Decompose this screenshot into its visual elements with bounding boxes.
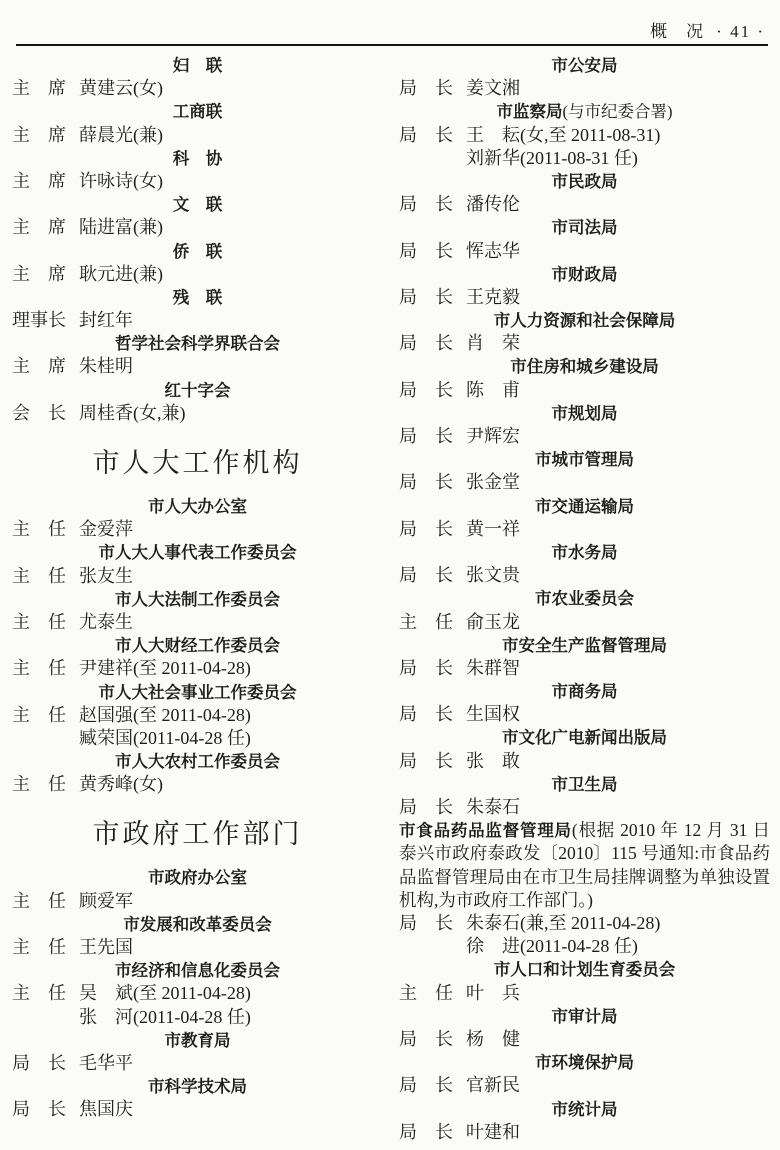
role-label: 局 长	[399, 379, 453, 400]
person-name: 吴 斌(至 2011-04-28)	[79, 983, 251, 1004]
continuation-line	[399, 147, 770, 170]
role-label: 局 长	[399, 78, 453, 99]
org-heading	[12, 332, 383, 355]
role-label: 主 席	[12, 263, 66, 284]
org-heading-text: 市司法局	[551, 218, 618, 238]
person-line	[399, 657, 770, 680]
person-name: 姜文湘	[466, 78, 520, 99]
person-name: 张金堂	[466, 472, 520, 493]
role-label: 主 席	[12, 170, 66, 191]
role-label: 局 长	[399, 913, 453, 933]
role-label: 局 长	[399, 1028, 453, 1049]
person-name: 官新民	[466, 1075, 520, 1096]
org-heading-text: 市安全生产监督管理局	[502, 635, 667, 655]
continuation-line	[12, 1006, 383, 1029]
role-label: 局 长	[399, 704, 453, 725]
person-name: 赵国强(至 2011-04-28)	[79, 704, 251, 725]
org-heading-text: 市人大办公室	[148, 497, 247, 516]
role-label: 局 长	[399, 518, 453, 539]
person-line	[399, 564, 770, 587]
left-column	[12, 54, 383, 1144]
role-label: 主 任	[12, 983, 66, 1004]
org-heading	[12, 286, 383, 309]
org-heading	[399, 1005, 770, 1028]
continuation-line	[399, 935, 770, 958]
org-note-text: (根据 2010 年 12 月 31 日泰兴市政府泰政发〔2010〕115 号通知:市食品药品监督管理局由在市卫生局挂牌调整为单独设置机构,为市政府工作部门。)	[399, 820, 771, 910]
person-line	[12, 936, 383, 959]
org-heading-text: 残 联	[172, 287, 223, 307]
person-line	[399, 379, 770, 402]
role-label: 主 任	[399, 611, 453, 632]
role-label: 会 长	[12, 402, 66, 423]
org-heading-text: 市财政局	[551, 264, 618, 284]
org-note-paragraph	[399, 819, 770, 912]
org-heading	[399, 100, 770, 123]
person-line	[399, 471, 770, 494]
org-heading	[399, 958, 770, 981]
person-line	[12, 657, 383, 680]
org-heading	[12, 495, 383, 518]
org-heading	[399, 726, 770, 749]
role-label: 主 任	[12, 704, 66, 725]
org-heading-text: 市政府办公室	[148, 868, 247, 888]
org-heading	[12, 379, 383, 402]
role-label: 主 任	[12, 565, 66, 586]
person-name: 俞玉龙	[466, 611, 520, 632]
org-heading-text: 市商务局	[551, 682, 618, 702]
role-label: 主 席	[12, 124, 66, 145]
person-line	[12, 611, 383, 634]
person-line	[399, 703, 770, 726]
role-label: 主 任	[12, 658, 66, 679]
org-heading-text: 市食品药品监督管理局	[399, 821, 572, 841]
org-heading-text: 市人大农村工作委员会	[115, 752, 280, 772]
org-heading	[12, 866, 383, 889]
org-heading-text: 市监察局	[496, 102, 563, 122]
org-heading-text: 市文化广电新闻出版局	[502, 728, 667, 748]
person-line	[399, 1121, 770, 1144]
org-heading	[12, 588, 383, 611]
org-heading-text: 市教育局	[164, 1030, 231, 1050]
org-heading-text: 市交通运输局	[535, 496, 634, 516]
person-name: 许咏诗(女)	[79, 170, 163, 191]
org-heading-text: 市科学技术局	[148, 1077, 247, 1097]
person-name: 王克毅	[466, 286, 520, 307]
page-number: · 41 ·	[716, 22, 765, 41]
role-label: 主 席	[12, 217, 66, 238]
section-heading: 市政府工作部门	[92, 818, 303, 849]
role-label: 局 长	[399, 124, 453, 145]
role-label: 局 长	[399, 565, 453, 586]
person-line	[12, 1098, 383, 1121]
person-name: 杨 健	[466, 1028, 520, 1049]
org-heading-text: 市人大社会事业工作委员会	[98, 682, 297, 702]
org-heading	[12, 959, 383, 982]
person-name: 张文贵	[466, 565, 520, 586]
org-heading	[12, 634, 383, 657]
role-label: 局 长	[12, 1099, 66, 1120]
person-name: 张友生	[79, 565, 133, 586]
org-heading-text: 市卫生局	[551, 774, 618, 794]
org-heading-text: 文 联	[172, 195, 223, 215]
org-heading-note: (与市纪委合署)	[562, 102, 673, 122]
person-line	[12, 309, 383, 332]
person-name: 朱桂明	[79, 356, 133, 377]
org-heading	[399, 309, 770, 332]
person-name: 耿元进(兼)	[79, 263, 163, 284]
org-heading-text: 妇 联	[172, 56, 223, 75]
person-line	[12, 565, 383, 588]
role-label: 主 任	[12, 774, 66, 795]
person-line	[399, 425, 770, 448]
person-line	[399, 332, 770, 355]
role-label: 主 任	[399, 982, 453, 1003]
page-header	[650, 17, 765, 42]
person-name: 焦国庆	[79, 1099, 133, 1120]
org-heading-text: 市人大法制工作委员会	[115, 589, 280, 609]
org-heading-text: 市人大人事代表工作委员会	[98, 543, 297, 563]
org-heading-text: 市规划局	[551, 403, 618, 423]
role-label: 主 任	[12, 890, 66, 911]
continuation-line	[12, 727, 383, 750]
role-label: 局 长	[399, 657, 453, 678]
org-heading	[12, 147, 383, 170]
org-heading-text: 市发展和改革委员会	[123, 914, 272, 934]
role-label: 局 长	[399, 472, 453, 493]
person-name: 王 耘(女,至 2011-08-31)	[466, 124, 661, 145]
person-name: 顾爱军	[79, 890, 133, 911]
org-heading	[399, 448, 770, 471]
person-name: 肖 荣	[466, 333, 520, 354]
role-label: 主 任	[12, 611, 66, 632]
person-line	[399, 611, 770, 634]
person-name: 潘传伦	[466, 194, 520, 215]
org-heading	[12, 193, 383, 216]
person-line	[399, 796, 770, 819]
person-line	[12, 263, 383, 286]
org-heading	[399, 402, 770, 425]
person-name: 刘新华(2011-08-31 任)	[466, 147, 638, 168]
org-heading	[12, 541, 383, 564]
person-line	[399, 912, 770, 935]
person-line	[12, 518, 383, 541]
person-line	[399, 124, 770, 147]
person-line	[12, 982, 383, 1005]
org-heading-text: 哲学社会科学界联合会	[115, 334, 280, 354]
person-name: 黄秀峰(女)	[79, 774, 163, 795]
org-heading	[399, 587, 770, 610]
org-heading-text: 市环境保护局	[535, 1053, 634, 1073]
person-line	[12, 402, 383, 425]
person-line	[399, 1074, 770, 1097]
org-heading	[399, 495, 770, 518]
role-label: 局 长	[399, 333, 453, 354]
person-line	[399, 286, 770, 309]
org-heading-text: 市经济和信息化委员会	[115, 961, 280, 981]
org-heading-text: 市审计局	[551, 1006, 618, 1026]
person-line	[12, 170, 383, 193]
role-label: 局 长	[399, 240, 453, 261]
org-heading-text: 红十字会	[164, 380, 231, 400]
right-column	[399, 54, 770, 1144]
person-line	[12, 890, 383, 913]
person-line	[399, 193, 770, 216]
section-heading: 市人大工作机构	[92, 447, 303, 478]
role-label: 理事长	[12, 310, 66, 331]
person-name: 薛晨光(兼)	[79, 124, 163, 145]
org-heading	[399, 773, 770, 796]
person-line	[399, 750, 770, 773]
person-line	[12, 124, 383, 147]
person-name: 黄一祥	[466, 518, 520, 539]
org-heading	[399, 170, 770, 193]
org-heading-text: 市人大财经工作委员会	[115, 636, 280, 656]
role-label: 局 长	[399, 1075, 453, 1096]
person-name: 尹辉宏	[466, 426, 520, 446]
person-line	[12, 1052, 383, 1075]
person-name: 叶建和	[466, 1121, 520, 1142]
person-name: 臧荣国(2011-04-28 任)	[79, 727, 251, 748]
person-name: 张 敢	[466, 750, 520, 771]
org-heading	[12, 240, 383, 263]
org-heading	[12, 100, 383, 123]
content-columns	[12, 54, 770, 1144]
org-heading	[12, 1029, 383, 1052]
org-heading-text: 市民政局	[551, 171, 618, 191]
org-heading	[399, 541, 770, 564]
person-name: 恽志华	[466, 240, 520, 261]
person-name: 尤泰生	[79, 611, 133, 632]
chapter-title: 概 况	[650, 22, 705, 41]
person-line	[12, 773, 383, 796]
person-name: 叶 兵	[466, 982, 520, 1003]
org-heading	[12, 681, 383, 704]
person-line	[12, 355, 383, 378]
role-label: 局 长	[12, 1052, 66, 1073]
person-name: 周桂香(女,兼)	[79, 402, 186, 423]
person-line	[399, 518, 770, 541]
role-label: 局 长	[399, 426, 453, 446]
person-name: 陈 甫	[466, 379, 520, 400]
org-heading-text: 市人力资源和社会保障局	[493, 311, 676, 331]
role-label: 主 任	[12, 937, 66, 957]
org-heading-text: 市住房和城乡建设局	[510, 357, 659, 377]
header-rule	[16, 44, 768, 46]
org-heading	[12, 1075, 383, 1098]
org-heading	[399, 1098, 770, 1121]
person-name: 黄建云(女)	[79, 78, 163, 99]
org-heading-text: 侨 联	[172, 241, 223, 261]
org-heading-text: 市公安局	[551, 56, 618, 75]
org-heading-text: 市水务局	[551, 542, 618, 562]
person-name: 张 河(2011-04-28 任)	[79, 1006, 251, 1027]
role-label: 主 席	[12, 78, 66, 99]
person-line	[399, 77, 770, 100]
person-line	[399, 240, 770, 263]
org-heading	[399, 355, 770, 378]
role-label: 局 长	[399, 1121, 453, 1142]
person-line	[12, 704, 383, 727]
role-label: 局 长	[399, 194, 453, 215]
role-label: 局 长	[399, 797, 453, 817]
person-name: 封红年	[79, 310, 133, 331]
org-heading	[399, 54, 770, 77]
org-heading	[12, 750, 383, 773]
person-name: 金爱萍	[79, 519, 133, 540]
role-label: 局 长	[399, 286, 453, 307]
org-heading	[399, 634, 770, 657]
person-line	[399, 1028, 770, 1051]
person-line	[12, 77, 383, 100]
person-name: 朱群智	[466, 657, 520, 678]
org-heading-text: 市农业委员会	[535, 589, 634, 609]
person-name: 王先国	[79, 937, 133, 957]
person-name: 尹建祥(至 2011-04-28)	[79, 658, 251, 679]
person-name: 毛华平	[79, 1052, 133, 1073]
org-heading	[12, 54, 383, 77]
org-heading-text: 市统计局	[551, 1099, 618, 1119]
org-heading	[399, 680, 770, 703]
org-heading	[399, 216, 770, 239]
org-heading-text: 市人口和计划生育委员会	[493, 960, 676, 980]
person-name: 陆进富(兼)	[79, 217, 163, 238]
org-heading-text: 市城市管理局	[535, 450, 634, 470]
person-name: 生国权	[466, 704, 520, 725]
org-heading	[12, 913, 383, 936]
role-label: 局 长	[399, 750, 453, 771]
person-name: 朱泰石(兼,至 2011-04-28)	[466, 913, 661, 933]
person-line	[399, 982, 770, 1005]
role-label: 主 任	[12, 519, 66, 540]
person-name: 徐 进(2011-04-28 任)	[466, 936, 638, 957]
person-name: 朱泰石	[466, 797, 520, 817]
person-line	[12, 216, 383, 239]
role-label: 主 席	[12, 356, 66, 377]
org-heading-text: 工商联	[172, 102, 223, 122]
org-heading-text: 科 协	[172, 148, 223, 168]
org-heading	[399, 263, 770, 286]
org-heading	[399, 1051, 770, 1074]
